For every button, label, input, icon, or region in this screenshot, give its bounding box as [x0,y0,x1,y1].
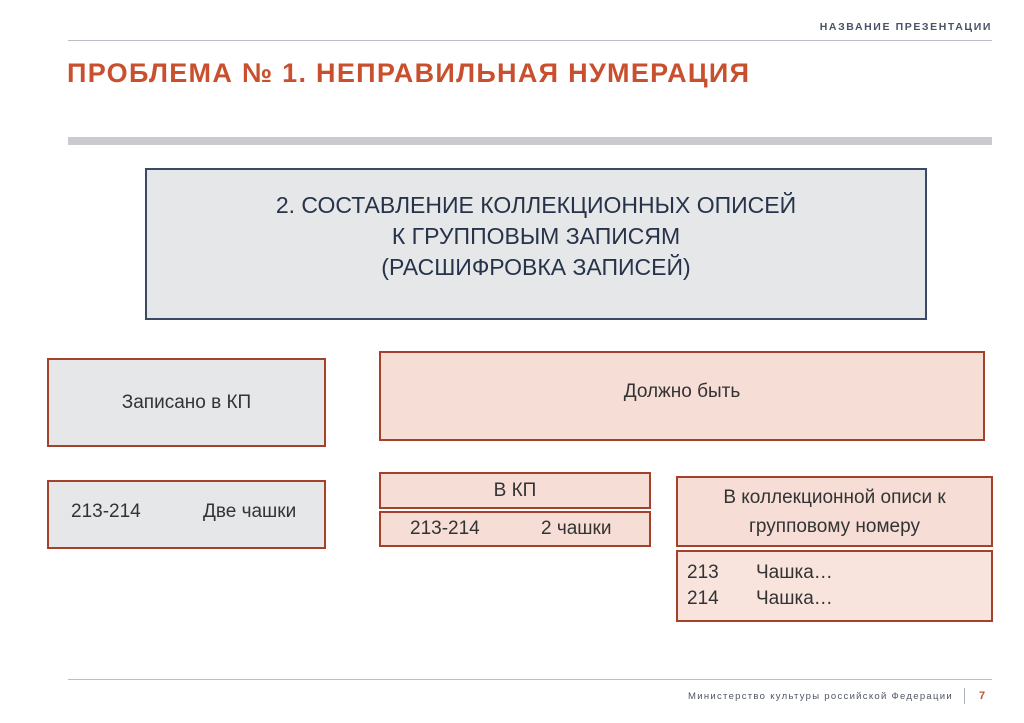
footer-separator [964,688,965,704]
recorded-entry-number: 213-214 [71,500,141,522]
main-topic-line-2: К ГРУППОВЫМ ЗАПИСЯМ [391,222,681,249]
in-kp-heading: В КП [493,479,537,501]
collection-inventory-items-box [676,550,993,622]
main-topic-line-3: (РАСШИФРОВКА ЗАПИСЕЙ) [381,253,691,280]
presentation-name: НАЗВАНИЕ ПРЕЗЕНТАЦИИ [819,21,992,33]
collection-heading-line-2: групповому номеру [749,515,920,537]
list-item [687,586,833,612]
main-topic-box [145,168,927,320]
recorded-entry-box [47,480,326,549]
list-item [687,560,833,586]
collection-inventory-heading-box [676,476,993,547]
collection-item-name: Чашка… [756,562,833,583]
should-be-box [379,351,985,441]
kp-entry-number: 213-214 [410,518,480,539]
title-underline-bar [68,137,992,145]
page-number: 7 [979,690,986,702]
kp-entry-box [379,511,651,547]
collection-item-name: Чашка… [756,588,833,609]
recorded-entry-item: Две чашки [203,500,297,522]
slide-title: ПРОБЛЕМА № 1. НЕПРАВИЛЬНАЯ НУМЕРАЦИЯ [67,58,751,88]
collection-item-number: 213 [687,562,719,583]
recorded-in-kp-box [47,358,326,447]
collection-item-number: 214 [687,588,719,609]
in-kp-heading-box [379,472,651,509]
main-topic-line-1: 2. СОСТАВЛЕНИЕ КОЛЛЕКЦИОННЫХ ОПИСЕЙ [275,191,797,218]
header-divider [68,40,992,41]
should-be-label: Должно быть [623,381,741,402]
collection-heading-line-1: В коллекционной описи к [723,486,946,508]
footer-divider [68,679,992,680]
kp-entry-item: 2 чашки [541,518,612,539]
footer-ministry: Министерство культуры российской Федерации [688,691,953,702]
recorded-in-kp-label: Записано в КП [121,391,252,413]
